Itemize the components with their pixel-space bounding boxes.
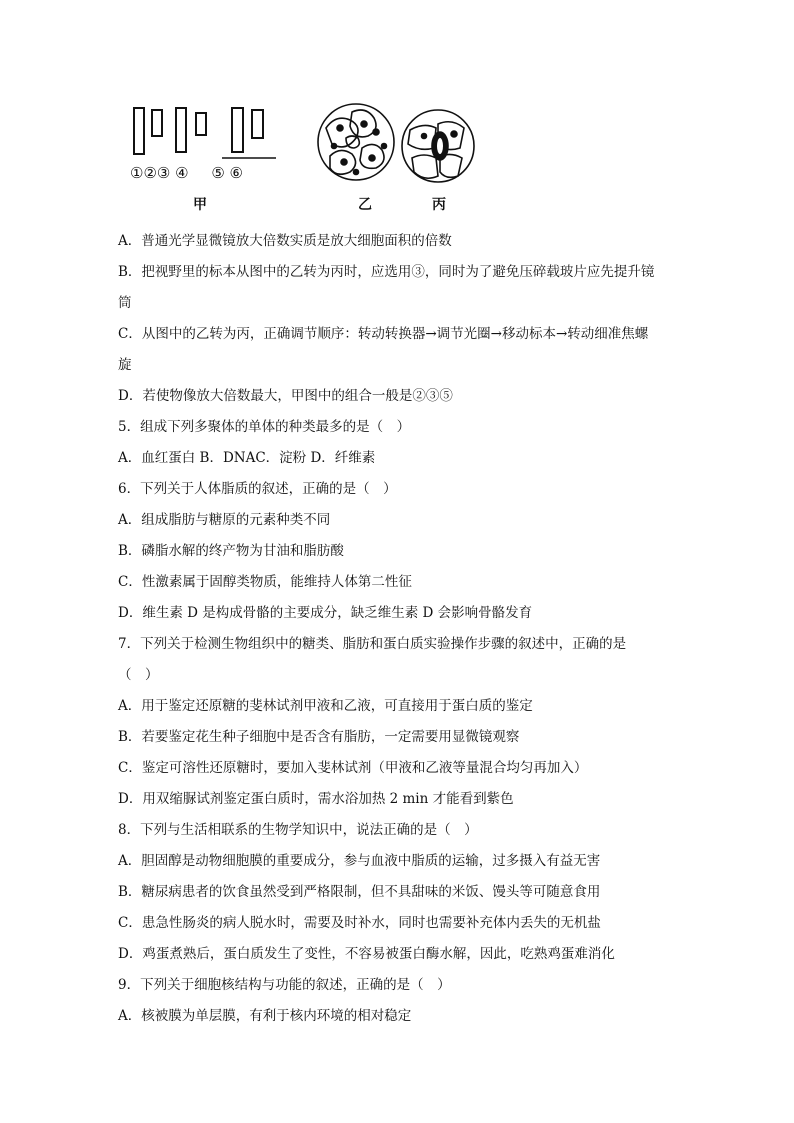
- label-bing: 丙: [432, 197, 446, 213]
- text-line: 6．下列关于人体脂质的叙述，正确的是（ ）: [118, 481, 397, 497]
- text-line: B．若要鉴定花生种子细胞中是否含有脂肪，一定需要用显微镜观察: [118, 729, 520, 745]
- text-line: A．普通光学显微镜放大倍数实质是放大细胞面积的倍数: [118, 233, 452, 249]
- lens-group-jia: [134, 108, 276, 158]
- label-jia: 甲: [193, 197, 207, 213]
- text-line: 8．下列与生活相联系的生物学知识中，说法正确的是（ ）: [118, 822, 478, 838]
- text-line: B．糖尿病患者的饮食虽然受到严格限制，但不具甜味的米饭、馒头等可随意食用: [118, 884, 601, 900]
- text-line: A．组成脂肪与糖原的元素种类不同: [118, 512, 331, 528]
- text-line: A．用于鉴定还原糖的斐林试剂甲液和乙液，可直接用于蛋白质的鉴定: [118, 698, 533, 714]
- text-line: D．用双缩脲试剂鉴定蛋白质时，需水浴加热 2 min 才能看到紫色: [118, 791, 514, 807]
- lens-numbers-right: ⑤ ⑥: [211, 164, 244, 182]
- text-line: 7．下列关于检测生物组织中的糖类、脂肪和蛋白质实验操作步骤的叙述中，正确的是: [118, 636, 627, 652]
- lens-numbers: [130, 164, 243, 182]
- text-line: B．磷脂水解的终产物为甘油和脂肪酸: [118, 543, 344, 559]
- lens-2: [152, 110, 162, 136]
- lens-4: [196, 113, 206, 135]
- text-line: C．鉴定可溶性还原糖时，要加入斐林试剂（甲液和乙液等量混合均匀再加入）: [118, 760, 588, 776]
- text-line: B．把视野里的标本从图中的乙转为丙时，应选用③，同时为了避免压碎载玻片应先提升镜: [118, 264, 655, 280]
- microscope-figure: [0, 0, 794, 220]
- text-line: C．性激素属于固醇类物质，能维持人体第二性征: [118, 574, 412, 590]
- text-line: 筒: [118, 295, 132, 311]
- text-line: D．若使物像放大倍数最大，甲图中的组合一般是②③⑤: [118, 388, 453, 404]
- text-line: D．维生素 D 是构成骨骼的主要成分，缺乏维生素 D 会影响骨骼发育: [118, 605, 533, 621]
- lens-5: [232, 108, 243, 152]
- text-line: 旋: [118, 357, 132, 373]
- text-line: 9．下列关于细胞核结构与功能的叙述，正确的是（ ）: [118, 977, 451, 993]
- text-line: 5．组成下列多聚体的单体的种类最多的是（ ）: [118, 419, 411, 435]
- text-line: D．鸡蛋煮熟后，蛋白质发生了变性，不容易被蛋白酶水解，因此，吃熟鸡蛋难消化: [118, 946, 615, 962]
- text-line: A．胆固醇是动物细胞膜的重要成分，参与血液中脂质的运输，过多摄入有益无害: [118, 853, 601, 869]
- lens-1: [134, 108, 144, 154]
- question-text: [118, 226, 758, 1032]
- text-line: A．核被膜为单层膜，有利于核内环境的相对稳定: [118, 1008, 412, 1024]
- view-yi: [318, 104, 394, 180]
- view-bing: [402, 110, 474, 182]
- lens-6: [252, 110, 263, 138]
- lens-3: [176, 108, 186, 152]
- figure-drawing: [0, 0, 794, 220]
- text-line: A．血红蛋白 B．DNAC．淀粉 D．纤维素: [118, 450, 376, 466]
- text-line: C．从图中的乙转为丙，正确调节顺序：转动转换器→调节光圈→移动标本→转动细准焦螺: [118, 326, 649, 342]
- text-line: （ ）: [118, 667, 159, 683]
- label-yi: 乙: [358, 197, 372, 213]
- text-line: C．患急性肠炎的病人脱水时，需要及时补水，同时也需要补充体内丢失的无机盐: [118, 915, 601, 931]
- lens-numbers-left: ①②③ ④: [130, 164, 189, 182]
